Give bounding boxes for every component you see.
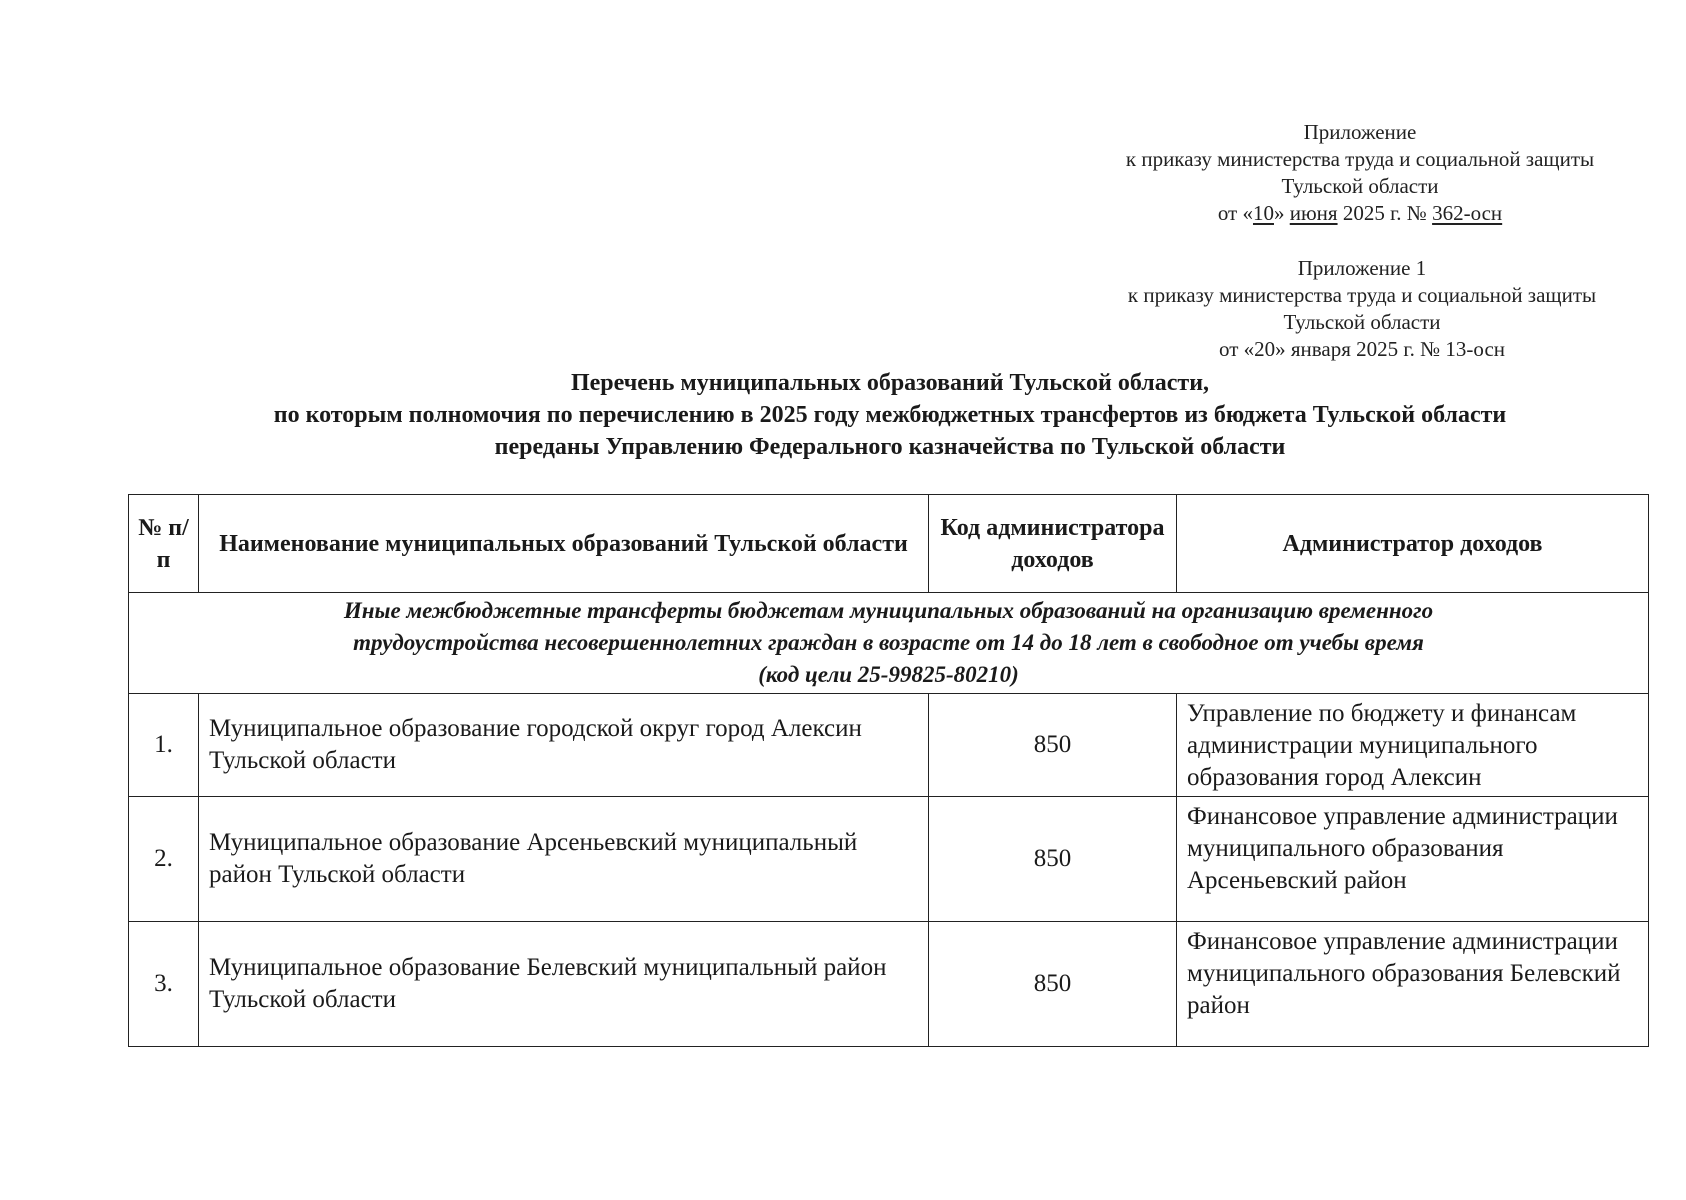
annex-current-order — [1080, 119, 1640, 227]
header-name: Наименование муниципальных образований Тульской области — [199, 495, 929, 593]
annex-current-line3: Тульской области — [1281, 174, 1439, 198]
section-heading — [129, 593, 1649, 694]
row-name: Муниципальное образование городской округ город Алексин Тульской области — [199, 694, 929, 797]
annex-current-line2: к приказу министерства труда и социальной защиты — [1125, 147, 1595, 171]
date-prefix: от « — [1217, 201, 1253, 225]
section-line2: трудоустройства несовершеннолетних граждан в возрасте от 14 до 18 лет в свободное от учебы время — [353, 630, 1424, 655]
table-row — [129, 797, 1649, 922]
annex-current-date — [1080, 200, 1640, 227]
header-admin: Администратор доходов — [1177, 495, 1649, 593]
order-number: 362-осн — [1432, 201, 1503, 225]
annex-original-line3: Тульской области — [1283, 310, 1441, 334]
title-line2: по которым полномочия по перечислению в 2025 году межбюджетных трансфертов из бюджета Тульской области — [273, 402, 1507, 428]
table-header-row — [129, 495, 1649, 593]
row-name: Муниципальное образование Арсеньевский муниципальный район Тульской области — [199, 797, 929, 922]
row-num: 1. — [129, 694, 199, 797]
section-line3: (код цели 25-99825-80210) — [758, 662, 1019, 687]
date-mid: » — [1273, 201, 1290, 225]
annex-original-line4: от «20» января 2025 г. № 13-осн — [1218, 337, 1506, 361]
row-name: Муниципальное образование Белевский муниципальный район Тульской области — [199, 922, 929, 1047]
row-admin: Финансовое управление администрации муниципального образования Арсеньевский район — [1177, 797, 1649, 922]
section-row — [129, 593, 1649, 694]
section-line1: Иные межбюджетные трансферты бюджетам муниципальных образований на организацию временного — [343, 598, 1434, 623]
annex-original-line1: Приложение 1 — [1297, 256, 1427, 280]
annex-original-order — [1082, 255, 1642, 363]
table-row — [129, 694, 1649, 797]
title-line1: Перечень муниципальных образований Тульской области, — [570, 370, 1210, 396]
annex-current-line1: Приложение — [1303, 120, 1417, 144]
row-admin: Управление по бюджету и финансам администрации муниципального образования город Алексин — [1177, 694, 1649, 797]
table-row — [129, 922, 1649, 1047]
row-code: 850 — [929, 797, 1177, 922]
annex-original-line2: к приказу министерства труда и социальной защиты — [1127, 283, 1597, 307]
row-code: 850 — [929, 922, 1177, 1047]
date-month: июня — [1289, 201, 1338, 225]
row-num: 3. — [129, 922, 199, 1047]
header-num: № п/п — [129, 495, 199, 593]
row-code: 850 — [929, 694, 1177, 797]
document-title — [130, 367, 1650, 463]
row-num: 2. — [129, 797, 199, 922]
municipalities-table — [128, 494, 1649, 1047]
row-admin: Финансовое управление администрации муниципального образования Белевский район — [1177, 922, 1649, 1047]
date-day: 10 — [1252, 201, 1274, 225]
date-year-no: 2025 г. № — [1337, 201, 1433, 225]
header-code: Код администратора доходов — [929, 495, 1177, 593]
title-line3: переданы Управлению Федерального казначейства по Тульской области — [494, 434, 1286, 460]
